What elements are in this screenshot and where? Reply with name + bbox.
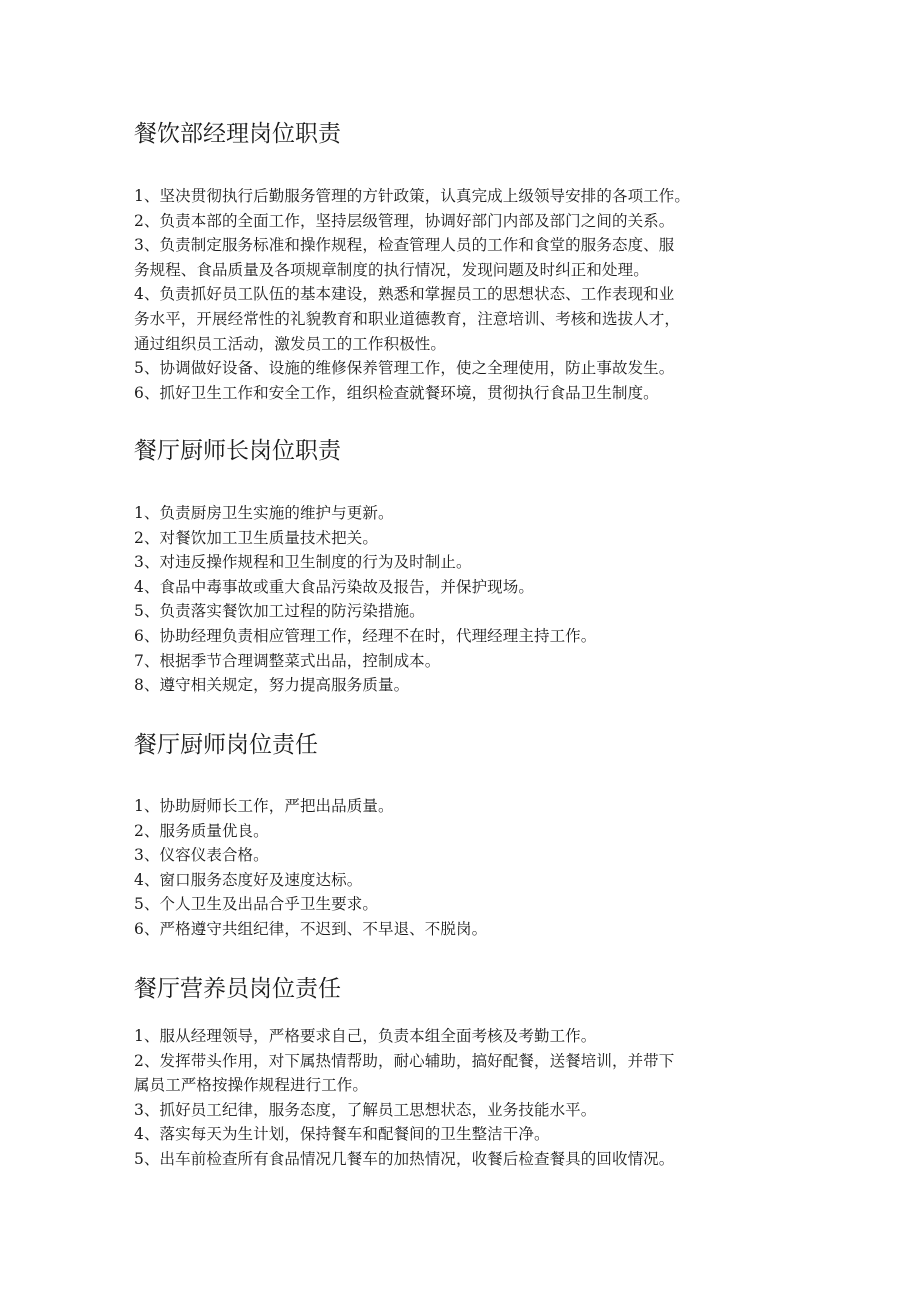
list-item bbox=[134, 1049, 734, 1098]
list-item-line: 3、抓好员工纪律，服务态度，了解员工思想状态，业务技能水平。 bbox=[134, 1100, 597, 1119]
list-item-line: 7、根据季节合理调整菜式出品，控制成本。 bbox=[134, 651, 441, 670]
list-item-line: 4、负责抓好员工队伍的基本建设，熟悉和掌握员工的思想状态、工作表现和业 bbox=[134, 285, 675, 304]
list-item bbox=[134, 209, 734, 234]
section-heading-chef: 餐厅厨师岗位责任 bbox=[134, 732, 318, 758]
list-item bbox=[134, 599, 734, 624]
section-heading-manager: 餐饮部经理岗位职责 bbox=[134, 121, 341, 147]
list-item bbox=[134, 649, 734, 674]
list-item bbox=[134, 843, 734, 868]
list-item-line: 3、对违反操作规程和卫生制度的行为及时制止。 bbox=[134, 553, 472, 572]
list-item-line: 4、窗口服务态度好及速度达标。 bbox=[134, 870, 363, 889]
list-item bbox=[134, 282, 734, 356]
list-item-line: 6、协助经理负责相应管理工作，经理不在时，代理经理主持工作。 bbox=[134, 626, 597, 645]
list-item bbox=[134, 892, 734, 917]
list-item bbox=[134, 501, 734, 526]
list-item-line: 1、坚决贯彻执行后勤服务管理的方针政策，认真完成上级领导安排的各项工作。 bbox=[134, 187, 690, 205]
list-item bbox=[134, 1122, 734, 1147]
list-item-line: 4、食品中毒事故或重大食品污染故及报告，并保护现场。 bbox=[134, 577, 534, 596]
list-item bbox=[134, 1147, 734, 1172]
list-item-line: 1、协助厨师长工作，严把出品质量。 bbox=[134, 797, 394, 815]
list-item-line: 通过组织员工活动，激发员工的工作积极性。 bbox=[134, 334, 447, 353]
list-item bbox=[134, 917, 734, 942]
list-item-line: 6、抓好卫生工作和安全工作，组织检查就餐环境，贯彻执行食品卫生制度。 bbox=[134, 383, 659, 402]
list-item-line: 5、负责落实餐饮加工过程的防污染措施。 bbox=[134, 602, 425, 621]
list-item-line: 务水平，开展经常性的礼貌教育和职业道德教育，注意培训、考核和选拔人才， bbox=[134, 309, 681, 328]
list-item bbox=[134, 1024, 734, 1049]
list-item bbox=[134, 794, 734, 819]
list-item-line: 2、对餐饮加工卫生质量技术把关。 bbox=[134, 528, 378, 547]
list-item bbox=[134, 381, 734, 406]
list-item bbox=[134, 1098, 734, 1123]
list-item-line: 8、遵守相关规定，努力提高服务质量。 bbox=[134, 676, 410, 695]
list-item-line: 4、落实每天为生计划，保持餐车和配餐间的卫生整洁干净。 bbox=[134, 1125, 550, 1144]
section-list-manager bbox=[134, 184, 734, 405]
section-list-chef bbox=[134, 794, 734, 942]
list-item-line: 1、服从经理领导，严格要求自己，负责本组全面考核及考勤工作。 bbox=[134, 1027, 597, 1045]
list-item-line: 5、出车前检查所有食品情况几餐车的加热情况，收餐后检查餐具的回收情况。 bbox=[134, 1149, 675, 1168]
list-item-line: 务规程、食品质量及各项规章制度的执行情况，发现问题及时纠正和处理。 bbox=[134, 260, 649, 279]
list-item-line: 5、个人卫生及出品合乎卫生要求。 bbox=[134, 895, 378, 914]
list-item bbox=[134, 819, 734, 844]
list-item bbox=[134, 184, 734, 209]
section-heading-nutritionist: 餐厅营养员岗位责任 bbox=[134, 976, 341, 1002]
list-item bbox=[134, 624, 734, 649]
list-item bbox=[134, 356, 734, 381]
section-list-head-chef bbox=[134, 501, 734, 698]
list-item bbox=[134, 673, 734, 698]
list-item-line: 5、协调做好设备、设施的维修保养管理工作，使之全理使用，防止事故发生。 bbox=[134, 359, 675, 378]
list-item-line: 2、负责本部的全面工作，坚持层级管理，协调好部门内部及部门之间的关系。 bbox=[134, 211, 675, 230]
section-list-nutritionist bbox=[134, 1024, 734, 1172]
list-item-line: 2、发挥带头作用，对下属热情帮助，耐心辅助，搞好配餐，送餐培训，并带下 bbox=[134, 1051, 675, 1070]
section-heading-head-chef: 餐厅厨师长岗位职责 bbox=[134, 438, 341, 464]
list-item-line: 2、服务质量优良。 bbox=[134, 821, 269, 840]
list-item-line: 属员工严格按操作规程进行工作。 bbox=[134, 1076, 369, 1095]
list-item bbox=[134, 233, 734, 282]
list-item-line: 6、严格遵守共组纪律，不迟到、不早退、不脱岗。 bbox=[134, 919, 488, 938]
list-item bbox=[134, 868, 734, 893]
list-item-line: 1、负责厨房卫生实施的维护与更新。 bbox=[134, 504, 394, 522]
list-item bbox=[134, 575, 734, 600]
list-item-line: 3、负责制定服务标准和操作规程，检查管理人员的工作和食堂的服务态度、服 bbox=[134, 236, 675, 255]
list-item-line: 3、仪容仪表合格。 bbox=[134, 846, 269, 865]
list-item bbox=[134, 526, 734, 551]
list-item bbox=[134, 550, 734, 575]
